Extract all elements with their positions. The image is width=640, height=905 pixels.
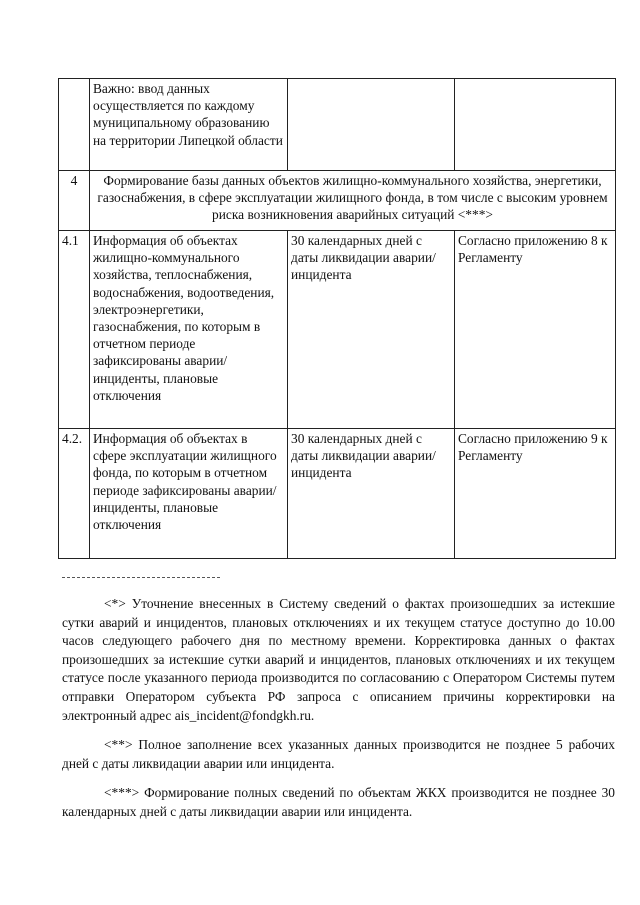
form-cell: Согласно приложению 8 к Регламенту [455, 231, 616, 429]
term-cell: 30 календарных дней с даты ликвидации аварии/инцидента [288, 429, 455, 559]
regulation-table [58, 78, 616, 559]
section-number: 4 [59, 171, 90, 231]
row-number-cell: 4.1 [59, 231, 90, 429]
section-title: Формирование базы данных объектов жилищно-коммунального хозяйства, энергетики, газоснабжения, в сфере эксплуатации жилищного фонда, в том числе с высоким уровнем риска возникновения аварийных ситуаций <***> [90, 171, 616, 231]
info-cell: Информация об объектах жилищно-коммунального хозяйства, теплоснабжения, водоснабжения, водоотведения, электроэнергетики, газоснабжения, по которым в отчетном периоде зафиксированы аварии/инциденты, плановые отключения [90, 231, 288, 429]
info-cell: Важно: ввод данных осуществляется по каждому муниципальному образованию на территории Липецкой области [90, 79, 288, 171]
table-row [59, 429, 616, 559]
footnote-3: <***> Формирование полных сведений по объектам ЖКХ производится не позднее 30 календарных дней с даты ликвидации аварии или инцидента. [62, 785, 615, 819]
section-row [59, 171, 616, 231]
term-cell [288, 79, 455, 171]
footnote-separator [62, 577, 220, 578]
row-number-cell: 4.2. [59, 429, 90, 559]
info-cell: Информация об объектах в сфере эксплуатации жилищного фонда, по которым в отчетном периоде зафиксированы аварии/инциденты, плановые отключения [90, 429, 288, 559]
row-number-cell [59, 79, 90, 171]
table-row [59, 79, 616, 171]
footnotes [62, 595, 615, 833]
term-cell: 30 календарных дней с даты ликвидации аварии/инцидента [288, 231, 455, 429]
table-row [59, 231, 616, 429]
footnote-2: <**> Полное заполнение всех указанных данных производится не позднее 5 рабочих дней с даты ликвидации аварии или инцидента. [62, 737, 615, 771]
form-cell: Согласно приложению 9 к Регламенту [455, 429, 616, 559]
footnote-1: <*> Уточнение внесенных в Систему сведений о фактах произошедших за истекшие сутки аварий и инцидентов, плановых отключениях и их текущем статусе доступно до 10.00 часов следующего рабочего дня по местному времени. Корректировка данных о фактах произошедших за истекшие сутки аварий и инцидентов, плановых отключениях и их текущем статусе после указанного периода производится по согласованию с Оператором Системы путем отправки Оператором субъекта РФ запроса с описанием причины корректировки на электронный адрес ais_incident@fondgkh.ru. [62, 596, 615, 723]
form-cell [455, 79, 616, 171]
